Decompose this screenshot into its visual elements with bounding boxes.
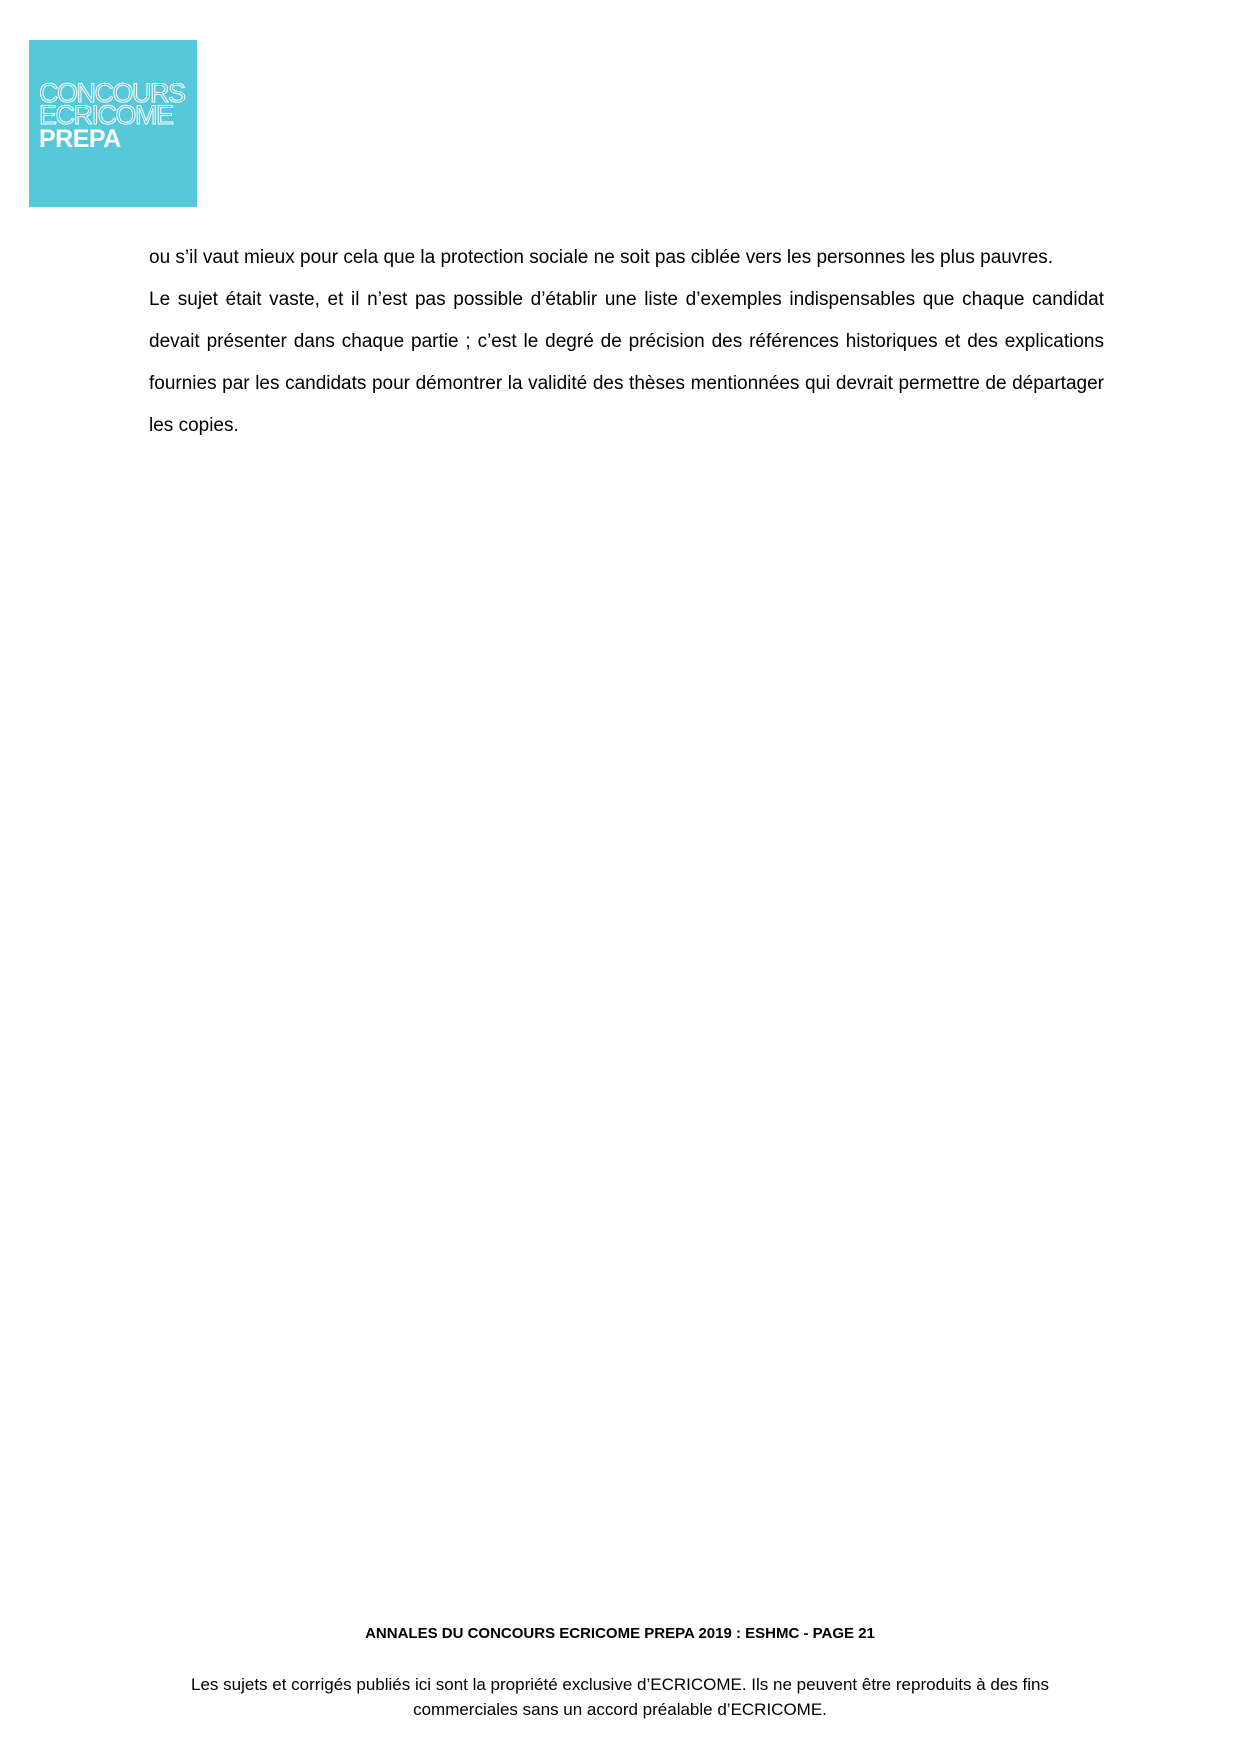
- logo-text-concours: CONCOURS: [39, 78, 185, 108]
- footer-title: ANNALES DU CONCOURS ECRICOME PREPA 2019 : ESHMC - PAGE 21: [365, 1625, 875, 1642]
- logo-text-prepa: PREPA: [39, 125, 121, 153]
- logo-text-ecricome: ECRICOME: [39, 100, 173, 130]
- body-paragraph: ou s’il vaut mieux pour cela que la protection sociale ne soit pas ciblée vers les personnes les plus pauvres.: [149, 247, 1054, 268]
- body-paragraph: Le sujet était vaste, et il n’est pas possible d’établir une liste d’exemples indispensables que chaque candidat devait présenter dans chaque partie ; c’est le degré de précision des références historiques et des explications fournies par les candidats pour démontrer la validité des thèses mentionnées qui devrait permettre de départager les copies.: [149, 289, 1104, 436]
- ecricome-logo: [29, 40, 197, 207]
- footer-copyright-notice: Les sujets et corrigés publiés ici sont la propriété exclusive d’ECRICOME. Ils ne peuvent être reproduits à des fins commerciales sans un accord préalable d’ECRICOME.: [191, 1675, 1049, 1719]
- document-body: [149, 237, 1104, 447]
